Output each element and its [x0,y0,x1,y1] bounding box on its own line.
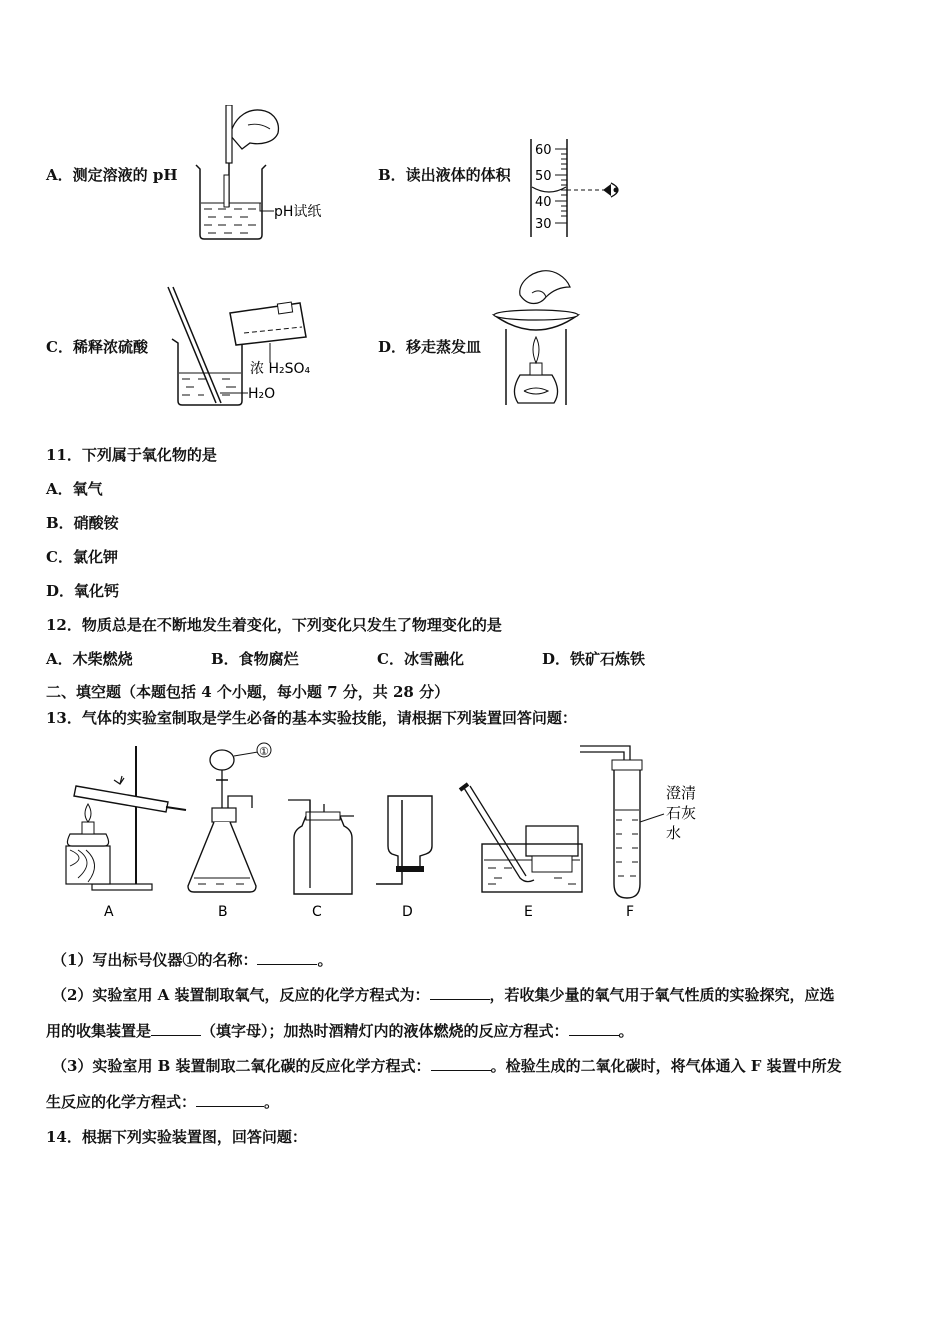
apparatus-e [460,784,582,920]
ph-test-figure [190,105,340,245]
dilution-figure [160,285,330,410]
option-b-label: B．读出液体的体积 [378,166,511,184]
test-tube [614,768,640,898]
marker-1: ① [259,745,269,758]
alcohol-lamp [67,834,108,846]
apparatus-c [288,800,354,920]
tick-40: 40 [535,195,552,210]
q12-stem: 12．物质总是在不断地发生着变化，下列变化只发生了物理变化的是 [46,616,502,634]
answer-blank-6[interactable] [196,1092,264,1107]
q12-option-a: A．木柴燃烧 [46,650,133,668]
label-b: B [218,904,228,920]
q13-part2-line2: 用的收集装置是 （填字母）；加热时酒精灯内的液体燃烧的反应方程式： 。 [46,1022,634,1040]
label-a: A [104,904,114,920]
option-a-label: A．测定溶液的 pH [46,166,178,184]
option-d-label: D．移走蒸发皿 [378,338,482,356]
answer-blank-1[interactable] [257,950,317,965]
q12-option-c: C．冰雪融化 [377,650,464,668]
q11-option-c: C．氯化钾 [46,548,118,566]
q11-option-d: D．氧化钙 [46,582,120,600]
q13-part3-line2: 生反应的化学方程式： 。 [46,1093,280,1111]
limewater-label-1: 澄清 [666,784,697,802]
q11-stem: 11．下列属于氧化物的是 [46,446,217,464]
acid-bottle [230,303,306,345]
apparatus-figure [48,738,728,923]
tick-60: 60 [535,143,552,158]
limewater-label-2: 石灰 [666,804,697,822]
q14-stem: 14．根据下列实验装置图，回答问题： [46,1128,307,1146]
ph-paper-label: pH试纸 [274,204,322,220]
beaker [196,165,266,239]
tick-50: 50 [535,169,552,184]
answer-blank-3[interactable] [151,1021,201,1036]
hand-icon [520,271,570,304]
q13-stem: 13．气体的实验室制取是学生必备的基本实验技能，请根据下列装置回答问题： [46,709,577,727]
limewater-label-3: 水 [666,824,682,842]
answer-blank-4[interactable] [569,1021,619,1036]
q12-option-d: D．铁矿石炼铁 [542,650,646,668]
apparatus-a [66,746,186,920]
glass-rod [226,105,232,163]
separatory-funnel [210,750,234,770]
alcohol-lamp [514,375,557,403]
apparatus-d [376,796,432,920]
answer-blank-5[interactable] [431,1056,491,1071]
q11-option-b: B．硝酸铵 [46,514,119,532]
tick-30: 30 [535,217,552,232]
option-c-label: C．稀释浓硫酸 [46,338,148,356]
section-heading: 二、填空题（本题包括 4 个小题，每小题 7 分，共 28 分） [46,683,450,701]
conc-acid-label: 浓 H₂SO₄ [250,361,311,377]
water-label: H₂O [248,386,276,402]
hand-icon [230,110,278,149]
label-c: C [312,904,322,920]
evaporation-figure [490,265,585,410]
apparatus-b [188,743,271,920]
q11-option-a: A．氧气 [46,480,103,498]
q13-part2-line1: （2）实验室用 A 装置制取氧气，反应的化学方程式为： ，若收集少量的氧气用于氧气性质的实验探究，应选 [52,986,835,1004]
apparatus-f [580,746,696,920]
label-e: E [524,904,533,920]
q13-part1: （1）写出标号仪器①的名称： 。 [52,951,333,969]
label-f: F [626,904,635,920]
label-d: D [402,904,413,920]
q12-option-b: B．食物腐烂 [211,650,299,668]
q13-part3-line1: （3）实验室用 B 装置制取二氧化碳的反应化学方程式： 。检验生成的二氧化碳时，将气体通入 F 装置中所发 [52,1057,842,1075]
cylinder-figure [525,135,635,240]
answer-blank-2[interactable] [430,985,490,1000]
